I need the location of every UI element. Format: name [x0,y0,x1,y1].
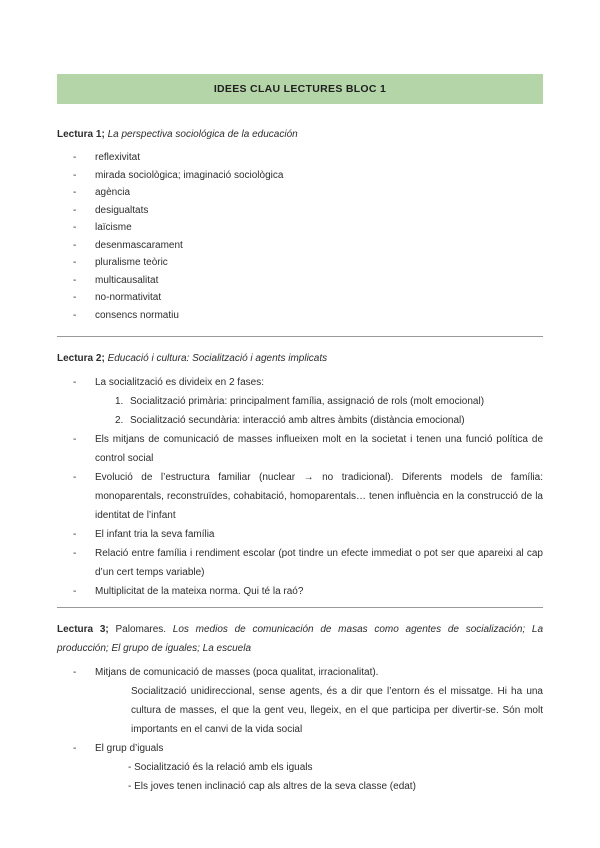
list-item [57,544,543,582]
bullet-dash: - [73,548,77,559]
bullet-dash: - [73,434,77,445]
bullet-dash: - [73,586,77,597]
list-item [57,167,543,185]
numbered-item [115,392,543,411]
list-item-text: agència [95,187,131,198]
list-item [57,468,543,525]
list-item [57,739,543,758]
list-item [57,373,543,392]
list-item [57,202,543,220]
list-item [57,237,543,255]
item-number: 1. [115,396,124,407]
indented-paragraph: Socialització unidireccional, sense agents, és a dir que l’entorn és el missatge. Hi ha una cultura de masses, el que la gent veu, llegeix, en el que participa per divertir-se. Són molt importants en el canvi de la vida social [131,686,543,735]
list-item-text: El infant tria la seva família [95,529,215,540]
sub-list-item: - Els joves tenen inclinació cap als altres de la seva classe (edat) [128,781,416,792]
bullet-dash: - [73,529,77,540]
bullet-list [57,149,543,324]
sub-list-item: - Socialització és la relació amb els iguals [128,762,313,773]
section-label: Lectura 3; [57,624,109,635]
section-heading [57,125,543,144]
section-label: Lectura 2; [57,353,105,364]
list-item-text: Evolució de l’estructura familiar (nuclear → no tradicional). Diferents models de família: monoparentals, reconstruïdes, cohabitació, homoparentals… tenen influència en la construcció de la identitat de l’infant [95,472,543,521]
list-item-text: pluralisme teòric [95,257,168,268]
list-item [57,430,543,468]
list-item [57,289,543,307]
list-item [57,254,543,272]
list-item [57,184,543,202]
list-item-text: multicausalitat [95,274,159,286]
list-item [57,582,543,601]
list-item [57,525,543,544]
section-title: La perspectiva sociológica de la educación [107,129,298,140]
list-item-text: Mitjans de comunicació de masses (poca qualitat, irracionalitat). [95,667,379,678]
item-number: 2. [115,415,124,426]
bullet-dash: - [73,257,77,268]
list-item [57,149,543,167]
section-heading [57,349,543,368]
bullet-dash: - [73,222,77,233]
list-item-text: El grup d’iguals [95,743,164,754]
header-banner [57,74,543,104]
bullet-list [57,373,543,601]
bullet-dash: - [73,472,77,483]
section-divider [57,336,543,337]
section-lectura-1 [57,125,543,324]
numbered-item [115,411,543,430]
bullet-dash: - [73,152,77,163]
list-item [57,272,543,290]
list-item-text: laïcisme [95,222,132,233]
section-divider [57,607,543,608]
list-item-text: mirada sociològica; imaginació sociològica [95,169,284,181]
list-item-text: La socialització es divideix en 2 fases: [95,377,264,388]
bullet-dash: - [73,204,77,216]
bullet-dash: - [73,743,77,754]
section-author: Palomares. [115,624,167,635]
section-title: Educació i cultura: Socialització i agents implicats [107,353,328,364]
section-label: Lectura 1; [57,129,105,140]
list-item-text: Relació entre família i rendiment escolar (pot tindre un efecte immediat o pot ser que apareixi al cap d’un cert temps variable) [95,548,543,578]
section-heading [57,620,543,658]
bullet-dash: - [73,309,77,321]
list-item-text: desenmascarament [95,239,183,251]
bullet-dash: - [73,292,77,303]
list-item-text: desigualtats [95,204,149,216]
bullet-dash: - [73,377,77,388]
list-item [57,663,543,682]
list-item-text: consencs normatiu [95,309,179,321]
list-item-text: Els mitjans de comunicació de masses influeixen molt en la societat i tenen una funció política de control social [95,434,543,464]
list-item-text: reflexivitat [95,152,141,163]
list-item-text: no-normativitat [95,292,162,303]
bullet-list [57,663,543,796]
numbered-item-text: Socialització secundària: interacció amb altres àmbits (distància emocional) [130,415,465,426]
list-item-text: Multiplicitat de la mateixa norma. Qui té la raó? [95,586,304,597]
bullet-dash: - [73,239,77,251]
bullet-dash: - [73,187,77,198]
bullet-dash: - [73,274,77,286]
list-item [57,307,543,325]
bullet-dash: - [73,667,77,678]
section-title: Los medios de comunicación de masas como agentes de socialización; La producción; El grupo de iguales; La escuela [57,624,544,654]
list-item [57,219,543,237]
bullet-dash: - [73,169,77,181]
numbered-item-text: Socialització primària: principalment família, assignació de rols (molt emocional) [130,396,485,407]
section-lectura-3 [57,620,543,796]
page-title: IDEES CLAU LECTURES BLOC 1 [213,83,387,95]
section-lectura-2 [57,349,543,601]
